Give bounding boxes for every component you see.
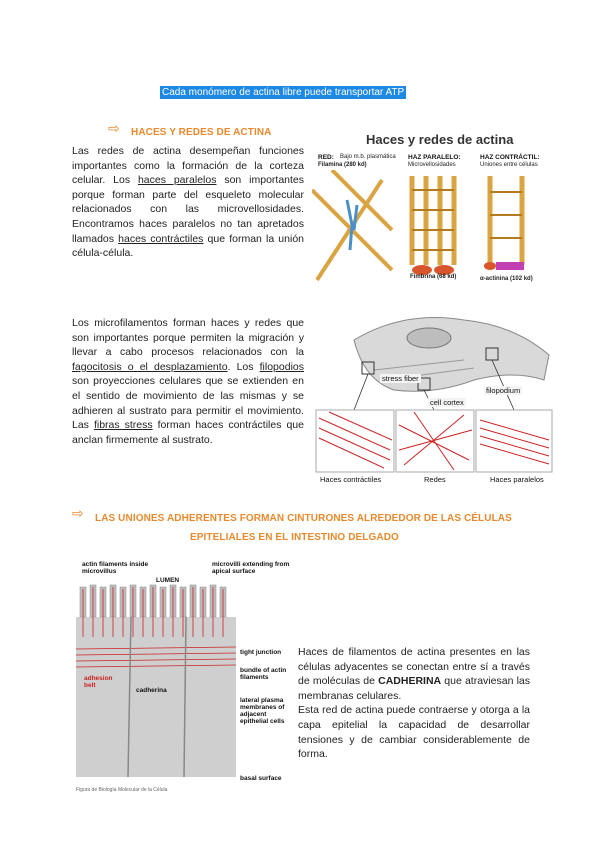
section3-paragraph bbox=[298, 645, 530, 762]
actin-bundles-figure bbox=[312, 128, 552, 298]
para-text: que atraviesan las membranas celulares. bbox=[298, 675, 530, 702]
label-basal-surface: basal surface bbox=[240, 775, 282, 782]
epithelium-figure bbox=[76, 557, 294, 795]
right-arrow-icon: ⇨ bbox=[108, 121, 120, 137]
banner-note: Cada monómero de actina libre puede transportar ATP bbox=[162, 87, 405, 98]
section1-heading: HACES Y REDES DE ACTINA bbox=[131, 127, 272, 138]
para-text: Haces de filamentos de actina presentes en las células adyacentes se conectan entre sí a través de moléculas de bbox=[298, 646, 530, 688]
col1-protein: Filamina (280 kd) bbox=[318, 162, 367, 168]
label-adhesion-belt: adhesion belt bbox=[84, 675, 113, 689]
col2-title: HAZ PARALELO: bbox=[408, 154, 461, 161]
para-text: son importantes porque forman parte del esqueleto molecular relacionados con las microvellosidades. Encontramos haces paralelos no tan apretados llamados bbox=[72, 174, 305, 245]
col3-protein: α-actinina (102 kd) bbox=[480, 276, 533, 282]
para-text: que forman la unión célula-célula. bbox=[72, 232, 304, 260]
para-text: forman haces contráctiles que anclan firmemente al sustrato. bbox=[72, 419, 304, 446]
figure-title: Haces y redes de actina bbox=[366, 132, 514, 147]
col3-title: HAZ CONTRÁCTIL: bbox=[480, 154, 540, 161]
para-text: . Los bbox=[227, 360, 260, 373]
col1-title: RED: bbox=[318, 154, 334, 161]
section2-paragraph bbox=[72, 316, 304, 447]
label-bundle: bundle of actin filaments bbox=[240, 667, 287, 681]
underlined-term: haces contráctiles bbox=[118, 232, 204, 245]
section3-heading-line1: LAS UNIONES ADHERENTES FORMAN CINTURONES ALREDEDOR DE LAS CÉLULAS bbox=[95, 513, 512, 524]
underlined-term: haces paralelos bbox=[137, 174, 217, 187]
underlined-term: filopodios bbox=[259, 360, 304, 373]
col1-sub: Bajo m.b. plasmática bbox=[340, 154, 396, 160]
label-microvilli: microvilli extending from apical surface bbox=[212, 561, 290, 575]
para-text: son proyecciones celulares que se extienden en el sentido de movimiento de las mismas y se adhieren al sustrato para permitir el movimiento. Las bbox=[72, 375, 304, 432]
caption-networks: Redes bbox=[424, 475, 446, 484]
label-lumen: LUMEN bbox=[156, 577, 180, 584]
figure-credit: Figura de Biología Molecular de la Célula bbox=[76, 787, 168, 793]
col2-sub: Microvellosidades bbox=[408, 162, 456, 168]
label-cadherina: cadherina bbox=[136, 687, 167, 694]
underlined-term: fibras stress bbox=[93, 419, 153, 432]
cell-drawing bbox=[314, 300, 554, 492]
actin-bundles-drawing bbox=[312, 170, 552, 288]
bold-term: CADHERINA bbox=[378, 675, 442, 688]
right-arrow-icon: ⇨ bbox=[72, 506, 84, 522]
para-text: Esta red de actina puede contraerse y otorga a la capa epitelial la capacidad de desarrollar tensiones y de cambiar considerablemente de forma. bbox=[298, 704, 530, 761]
label-cell-cortex: cell cortex bbox=[430, 398, 464, 407]
cell-migration-figure bbox=[314, 300, 554, 492]
col2-protein: Fimbrina (68 kd) bbox=[410, 274, 457, 280]
para-text: Las redes de actina desempeñan funciones importantes como la formación de la corteza celular. Los bbox=[72, 145, 304, 187]
label-filopodium: filopodium bbox=[486, 386, 521, 395]
underlined-term: fagocitosis o el desplazamiento bbox=[72, 360, 228, 373]
label-actin-filaments: actin filaments inside microvillus bbox=[82, 561, 149, 575]
label-stress-fiber: stress fiber bbox=[382, 374, 419, 383]
col3-sub: Uniones entre células bbox=[480, 162, 538, 168]
label-lateral-membranes: lateral plasma membranes of adjacent epithelial cells bbox=[240, 697, 285, 725]
section3-heading-line2: EPITELIALES EN EL INTESTINO DELGADO bbox=[190, 532, 399, 543]
label-tight-junction: tight junction bbox=[240, 649, 282, 656]
caption-contractile: Haces contráctiles bbox=[320, 475, 382, 484]
section1-paragraph bbox=[72, 144, 304, 261]
para-text: Los microfilamentos forman haces y redes que son importantes porque permiten la migración y llevar a cabo procesos relacionados con la bbox=[72, 317, 304, 359]
caption-parallel: Haces paralelos bbox=[490, 475, 544, 484]
